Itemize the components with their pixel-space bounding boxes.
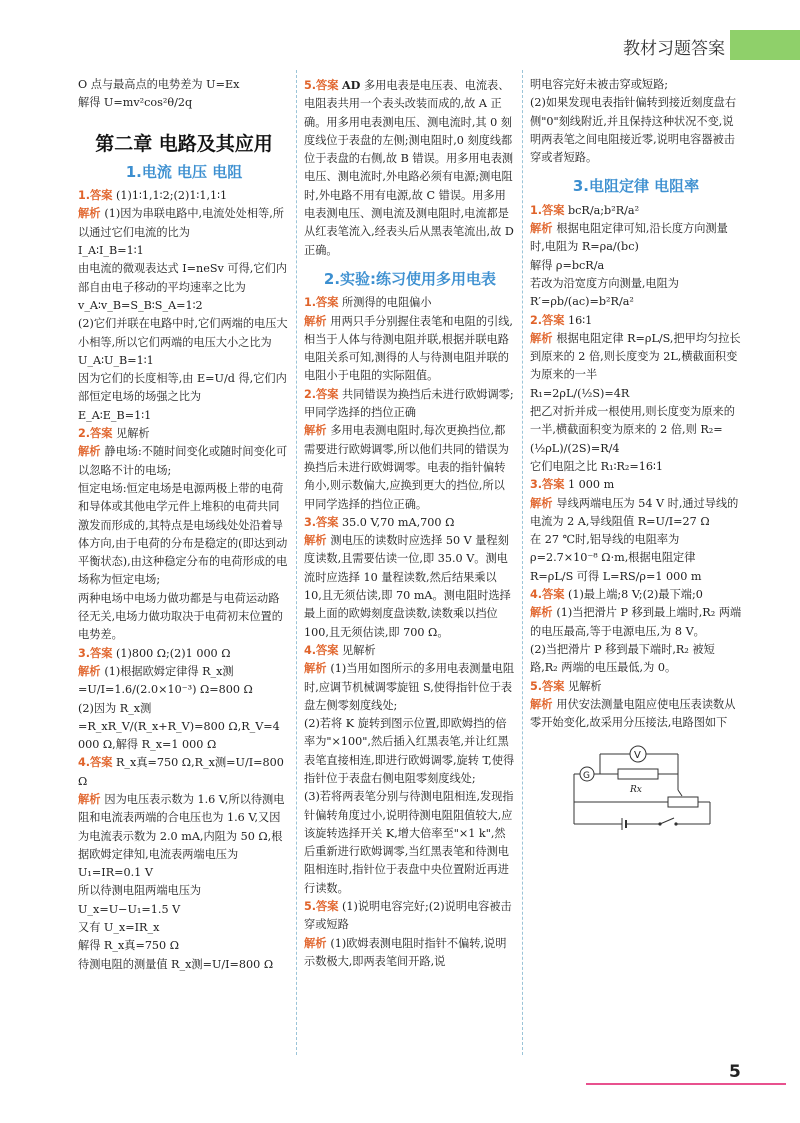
answer-label: 答案 [542,203,565,217]
answer-text: (1)最上端;8 V;(2)最下端;0 [568,588,703,602]
question-number: 1. [530,203,543,217]
column-left [78,76,290,974]
analysis-text: 根据电阻定律可知,沿长度方向测量时,电阻为 R=ρa/(bc) [530,222,728,254]
answer-text: 见解析 [568,679,602,693]
answer-text: 1 000 m [568,478,615,492]
analysis-line: 把乙对折并成一根使用,则长度变为原来的一半,横截面积变为原来的 2 倍,则 R₂=(½ρL)/(2S)=R/4 [530,405,735,455]
analysis-line: 解得 ρ=bcR/a [530,258,605,272]
question-number: 3. [304,515,317,529]
galvanometer-label: G [583,771,590,782]
section-title: 1.电流 电压 电阻 [125,162,243,181]
analysis-line: 解得 R_x真=750 Ω [78,939,180,953]
column-divider [522,70,523,1055]
question-number: 4. [530,588,543,602]
question-number: 1. [78,189,91,203]
answer-label: 答案 [90,646,113,660]
analysis-text: 导线两端电压为 54 V 时,通过导线的电流为 2 A,导线阻值 R=U/I=27 Ω [530,496,739,528]
analysis-label: 解析 [304,936,327,950]
analysis-text: (1)因为串联电路中,电流处处相等,所以通过它们电流的比为 [78,207,284,239]
intro-line: 解得 U=mv²cos²θ/2q [78,96,193,110]
question-number: 4. [78,756,91,770]
analysis-line: 若改为沿宽度方向测量,电阻为 R′=ρb/(ac)=b²R/a² [530,276,679,309]
answer-label: 答案 [542,588,565,602]
analysis-line: 又有 U_x=IR_x [78,921,160,935]
analysis-line: E_A∶E_B=1∶1 [78,408,152,422]
analysis-line: 因为它们的长度相等,由 E=U/d 得,它们内部恒定电场的场强之比为 [78,372,287,404]
answer-label: 答案 [316,643,339,657]
answer-label: 答案 [542,313,565,327]
question-number: 2. [530,313,543,327]
analysis-line: 它们电阻之比 R₁∶R₂=16∶1 [530,459,664,473]
analysis-line: 在 27 ℃时,铝导线的电阻率为 ρ=2.7×10⁻⁸ Ω·m,根据电阻定律 R=ρL/S 可得 L=RS/ρ=1 000 m [530,533,702,583]
chapter-title: 第二章 电路及其应用 [95,132,273,155]
answer-label: 答案 [316,515,339,529]
analysis-text: (1)当用如图所示的多用电表测量电阻时,应调节机械调零旋钮 S,使得指针位于表盘左侧零刻度线处; [304,662,515,712]
analysis-text: 用两只手分别握住表笔和电阻的引线,相当于人体与待测电阻并联,根据并联电路电阻关系可知,测得的人与待测电阻并联的电阻小于电阻的实际阻值。 [304,314,513,383]
analysis-line: (3)若将两表笔分别与待测电阻相连,发现指针偏转角度过小,说明待测电阻阻值较大,应该旋转选择开关 K,增大倍率至"×1 k",然后重新进行欧姆调零,当红黑表笔和待测电阻相连时,指针位于表盘中央位置附近再进行读数。 [304,790,514,895]
analysis-line: (2)它们并联在电路中时,它们两端的电压大小相等,所以它们两端的电压大小之比为 U_A∶U_B=1∶1 [78,317,288,367]
answer-label: 答案 [316,79,339,92]
analysis-label: 解析 [530,222,553,236]
answer-text: 见解析 [116,427,150,441]
page-number: 5 [729,1062,741,1082]
question-number: 4. [304,643,317,657]
answer-text: (1)说明电容完好;(2)说明电容被击穿或短路 [304,900,512,932]
column-middle [304,76,516,971]
analysis-line: 恒定电场:恒定电场是电源两极上带的电荷和导体或其他电学元件上堆积的电荷共同激发而形成的,其特点是电场线处处沿着导体方向,由于电荷的分布是稳定的(即达到动平衡状态),由这种稳定分布的电荷形成的电场称为恒定电场; [78,481,288,587]
analysis-label: 解析 [304,314,327,328]
analysis-text: 多用电表测电阻时,每次更换挡位,都需要进行欧姆调零,所以他们共同的错误为换挡后未进行欧姆调零。电表的指针偏转角小,则示数偏大,应换到更大的挡位,所以甲同学选择的挡位正确。 [304,424,509,511]
analysis-label: 解析 [304,662,327,676]
analysis-line: 明电容完好未被击穿或短路; [530,78,669,91]
analysis-line: (2)如果发现电表指针偏转到接近刻度盘右侧"0"刻线附近,并且保持这种状况不变,说明两表笔之间电阻接近零,说明电容器被击穿或者短路。 [530,96,737,165]
analysis-line: 两种电场中电场力做功都是与电荷运动路径无关,电场力做功取决于电荷初末位置的电势差。 [78,591,283,642]
answer-text: 16∶1 [568,313,593,327]
question-number: 2. [304,387,317,401]
analysis-text: (1)根据欧姆定律得 R_x测=U/I=1.6/(2.0×10⁻³) Ω=800 Ω [78,664,253,697]
analysis-text: 根据电阻定律 R=ρL/S,把甲均匀拉长到原来的 2 倍,则长度变为 2L,横截面积变为原来的一半 [530,331,741,382]
answer-text: bcR/a;b²R/a² [568,203,640,217]
analysis-label: 解析 [78,207,101,221]
analysis-label: 解析 [304,534,327,548]
answer-label: 答案 [316,296,339,310]
analysis-label: 解析 [530,697,553,711]
answer-label: 答案 [316,387,339,401]
question-number: 5. [304,900,317,914]
answer-label: 答案 [90,427,113,441]
analysis-line: 由电流的微观表达式 I=neSv 可得,它们内部自由电子移动的平均速率之比为 v_A∶v_B=S_B∶S_A=1∶2 [78,262,287,312]
circuit-diagram [570,740,742,844]
analysis-text: 用伏安法测量电阻应使电压表读数从零开始变化,故采用分压接法,电路图如下 [530,697,736,730]
analysis-line: (2)因为 R_x测=R_xR_V/(R_x+R_V)=800 Ω,R_V=4 000 Ω,解得 R_x=1 000 Ω [78,701,280,752]
answer-label: 答案 [316,900,339,914]
question-number: 2. [78,427,91,441]
analysis-label: 解析 [304,424,327,438]
analysis-label: 解析 [78,664,101,678]
question-number: 3. [530,478,543,492]
answer-text: 见解析 [342,643,376,657]
header-title: 教材习题答案 [623,39,725,59]
analysis-text: 测电压的读数时应选择 50 V 量程刻度读数,且需要估读一位,即 35.0 V。测电流时应选择 10 量程读数,然后结果乘以 10,且无须估读,即 70 mA。测电阻时选择最上面的欧姆刻度盘读数,读数乘以挡位 100,且无须估读,即 700 Ω。 [304,534,511,639]
analysis-line: R₁=2ρL/(½S)=4R [530,386,630,400]
section-title: 3.电阻定律 电阻率 [572,177,700,196]
analysis-label: 解析 [78,792,101,806]
answer-text: AD [342,78,361,92]
circuit-diagram-svg [570,740,720,838]
analysis-line: (2)当把滑片 P 移到最下端时,R₂ 被短路,R₂ 两端的电压最低,为 0。 [530,642,715,675]
analysis-label: 解析 [530,496,553,510]
analysis-label: 解析 [530,331,553,345]
answer-text: R_x真=750 Ω,R_x测=U/I=800 Ω [78,756,284,788]
header-accent-bar [730,30,800,60]
answer-text: 共同错误为换挡后未进行欧姆调零;甲同学选择的挡位正确 [304,387,514,420]
analysis-label: 解析 [530,606,553,620]
analysis-label: 解析 [78,445,101,459]
section-title: 2.实验:练习使用多用电表 [323,269,497,288]
footer-line [586,1083,786,1085]
answer-label: 答案 [90,189,113,203]
voltmeter-label: V [634,750,641,762]
analysis-line: 待测电阻的测量值 R_x测=U/I=800 Ω [78,957,274,971]
analysis-text: (1)当把滑片 P 移到最上端时,R₂ 两端的电压最高,等于电源电压,为 8 V。 [530,606,742,638]
question-number: 1. [304,296,317,310]
column-divider [296,70,297,1055]
question-number: 5. [304,79,317,92]
analysis-text: 因为电压表示数为 1.6 V,所以待测电阻和电流表两端的合电压也为 1.6 V,又因为电流表示数为 2.0 mA,内阻为 50 Ω,根据欧姆定律知,电流表两端电压为 U₁=IR=0.1 V [78,792,285,880]
question-number: 5. [530,679,543,693]
analysis-line: 所以待测电阻两端电压为 U_x=U−U₁=1.5 V [78,884,202,916]
intro-line: O 点与最高点的电势差为 U=Ex [78,78,240,91]
answer-label: 答案 [542,478,565,492]
analysis-line: I_A∶I_B=1∶1 [78,244,144,258]
column-right [530,76,742,845]
resistor-label: Rx [630,785,642,796]
answer-text: 所测得的电阻偏小 [342,296,432,310]
answer-text: (1)1∶1,1∶2;(2)1∶1,1∶1 [116,189,228,203]
analysis-text: 静电场:不随时间变化或随时间变化可以忽略不计的电场; [78,445,288,477]
analysis-line: (2)若将 K 旋转到图示位置,即欧姆挡的倍率为"×100",然后插入红黑表笔,并让红黑表笔直接相连,即进行欧姆调零,旋转 T,使得指针位于表盘右侧电阻零刻度线处; [304,717,515,785]
analysis-text: 多用电表是电压表、电流表、电阻表共用一个表头改装而成的,故 A 正确。用多用电表测电压、测电流时,其 0 刻度线位于表盘的左侧;测电阻时,0 刻度线都位于表盘的右侧,故 B 错误。用多用电表测电压、测电流时,外电路必须有电源;测电阻时,外电路不用有电源,故 C 错误。用多用电表测电压、测电流及测电阻时,电流都是从红表笔流入,经表头后从黑表笔流出,故 D 正确。 [304,79,514,257]
answer-label: 答案 [542,679,565,693]
answer-text: 35.0 V,70 mA,700 Ω [342,515,455,529]
analysis-text: (1)欧姆表测电阻时指针不偏转,说明示数极大,即两表笔间开路,说 [304,936,507,968]
question-number: 3. [78,646,91,660]
answer-label: 答案 [90,756,113,770]
answer-text: (1)800 Ω;(2)1 000 Ω [116,646,231,660]
